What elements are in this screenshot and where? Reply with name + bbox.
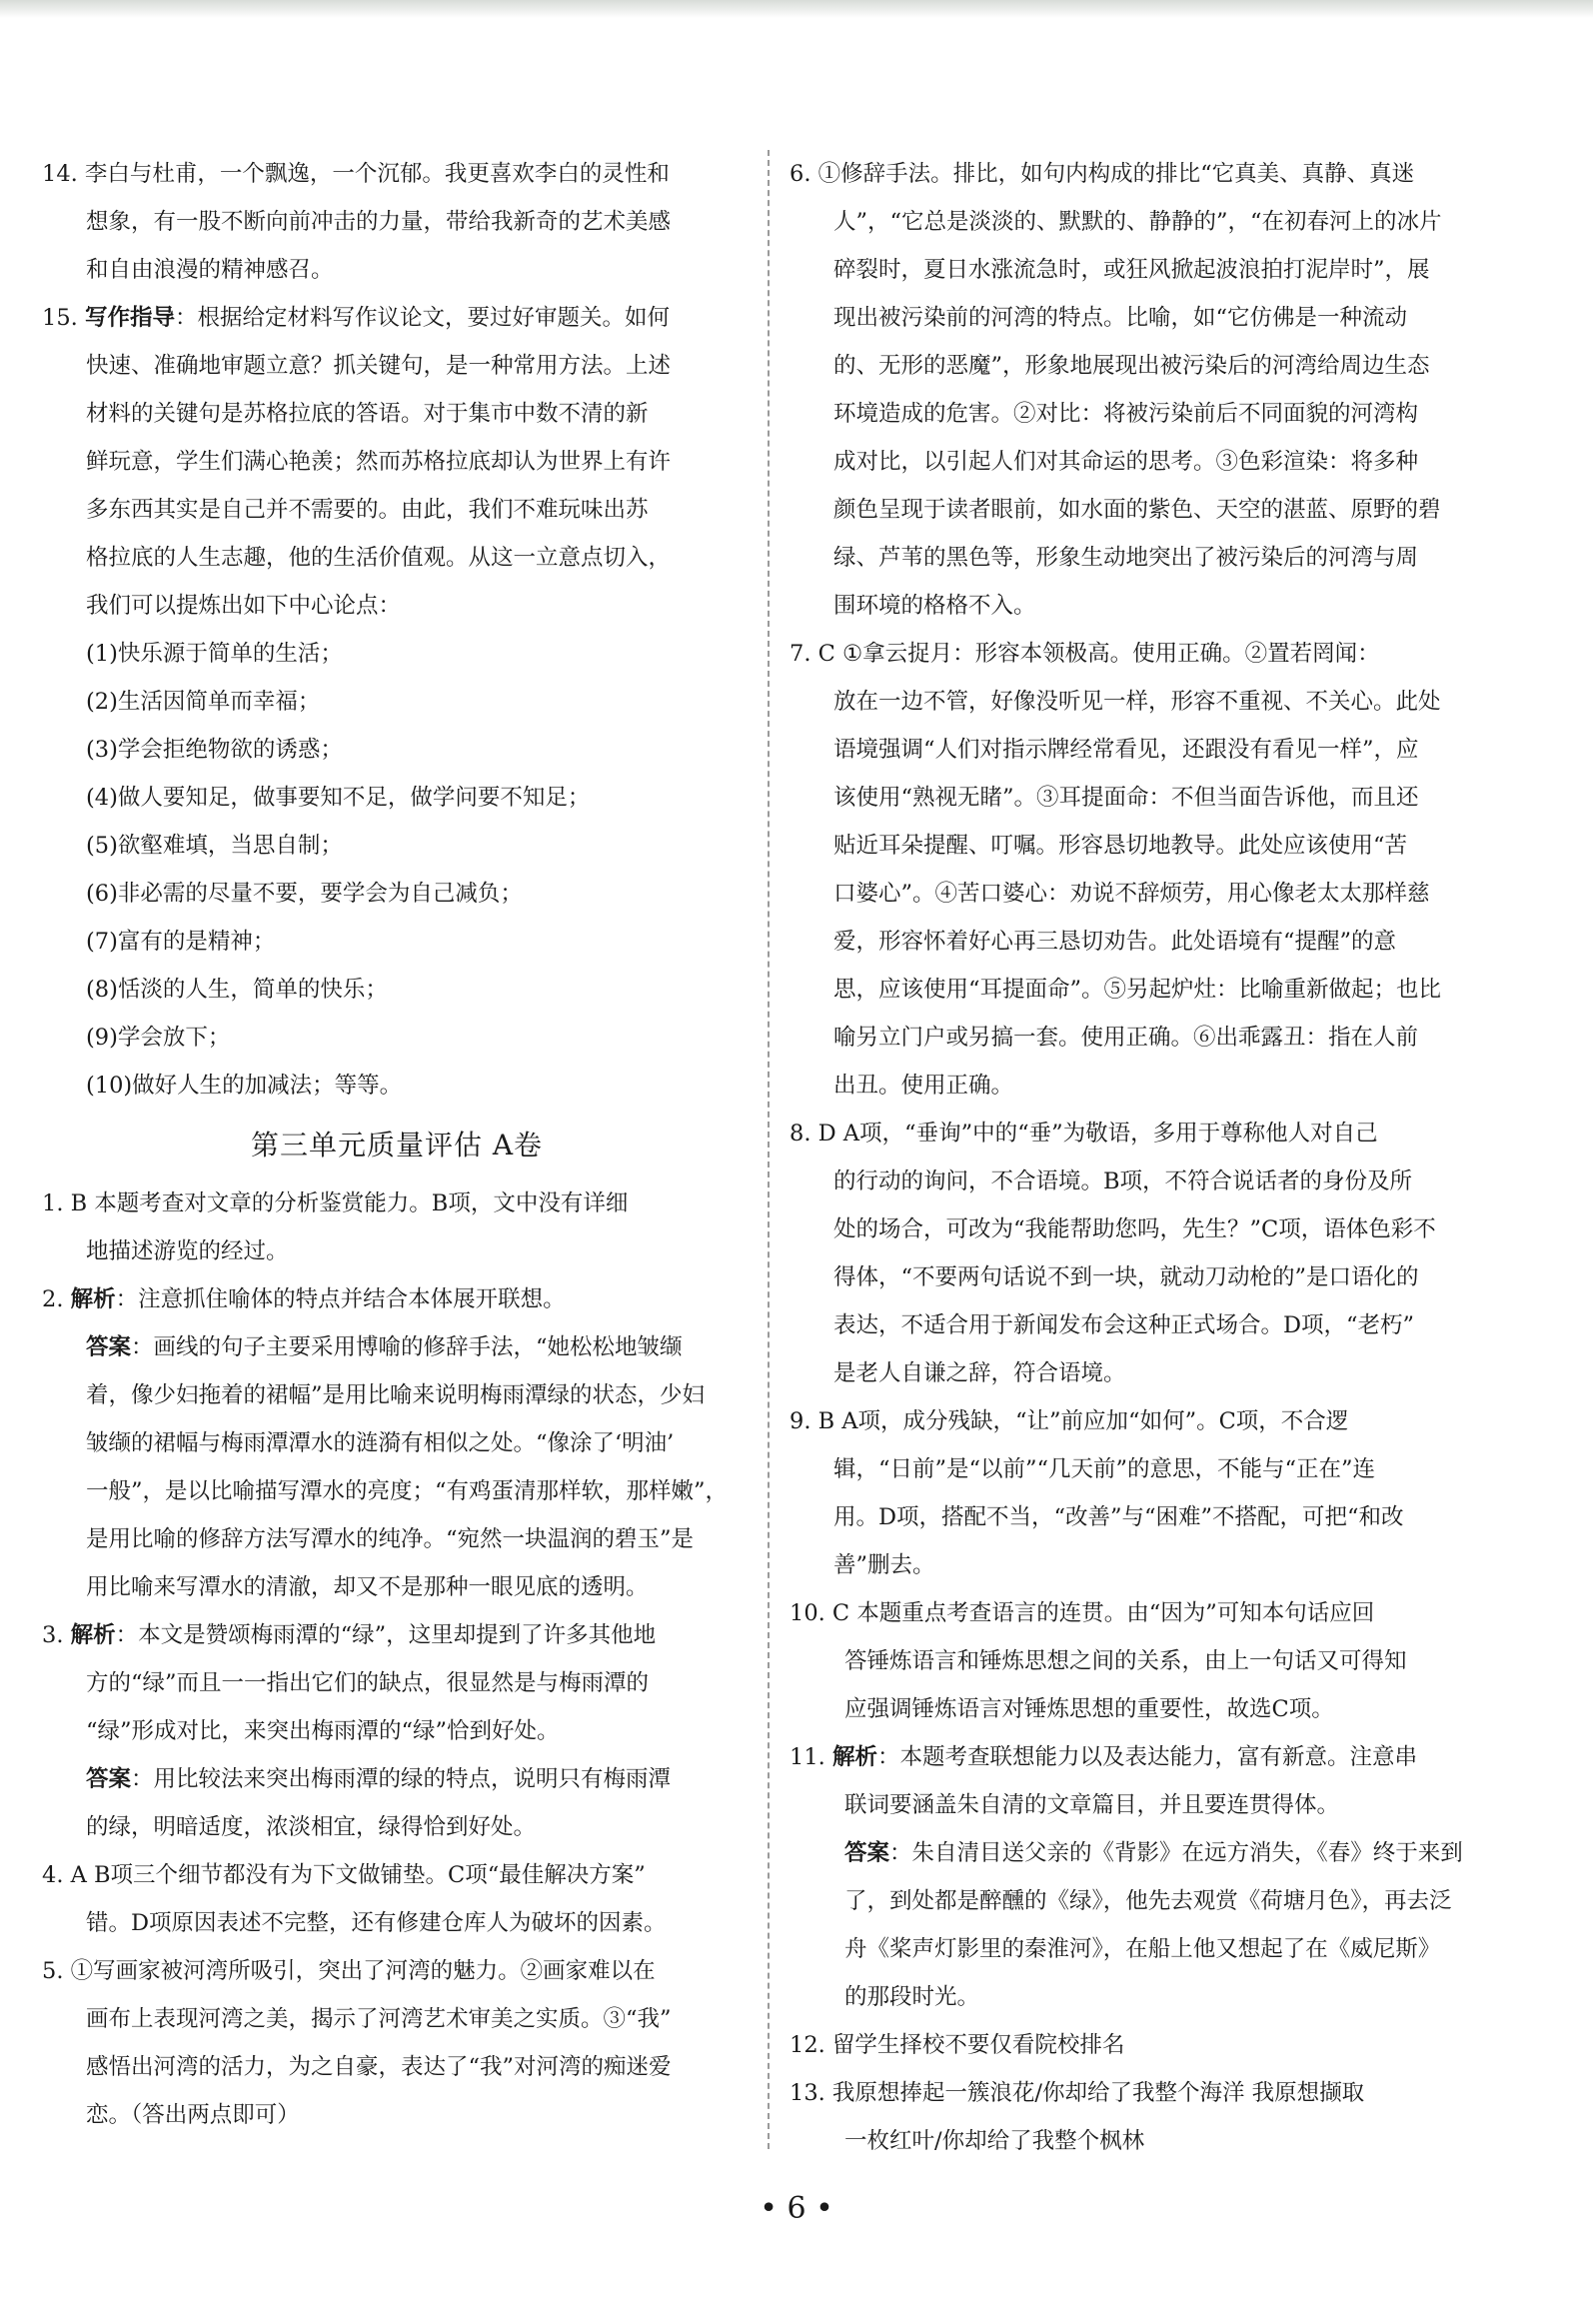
section-heading: 第三单元质量评估 A卷 bbox=[250, 1129, 544, 1162]
text-line: 快速、准确地审题立意？抓关键句，是一种常用方法。上述 bbox=[86, 353, 672, 379]
text-line: 了，到处都是醉醺的《绿》，他先去观赏《荷塘月色》，再去泛 bbox=[844, 1888, 1452, 1914]
text-line: 画布上表现河湾之美，揭示了河湾艺术审美之实质。③“我” bbox=[86, 2006, 672, 2032]
text-line: 5. ①写画家被河湾所吸引，突出了河湾的魅力。②画家难以在 bbox=[42, 1958, 656, 1984]
text-line: 处的场合，可改为“我能帮助您吗，先生？”C项，语体色彩不 bbox=[833, 1216, 1436, 1242]
text-line: 1. B 本题考查对文章的分析鉴赏能力。B项，文中没有详细 bbox=[42, 1190, 629, 1216]
text-line: 应强调锤炼语言对锤炼思想的重要性，故选C项。 bbox=[844, 1696, 1334, 1722]
text-line: 放在一边不管，好像没听见一样，形容不重视、不关心。此处 bbox=[833, 689, 1441, 715]
text-line: 3. 解析：本文是赞颂梅雨潭的“绿”，这里却提到了许多其他地 bbox=[42, 1622, 657, 1648]
answer-14 bbox=[42, 150, 752, 294]
text-line: 我们可以提炼出如下中心论点： bbox=[86, 593, 402, 619]
text-line: 4. A B项三个细节都没有为下文做铺垫。C项“最佳解决方案” bbox=[42, 1862, 646, 1888]
label-answer: 答案 bbox=[844, 1840, 890, 1866]
text-line: 15. 写作指导：根据给定材料写作议论文，要过好审题关。如何 bbox=[42, 305, 670, 331]
text-line: 皱缬的裙幅与梅雨潭潭水的涟漪有相似之处。“像涂了‘明油’ bbox=[86, 1430, 675, 1456]
text-line: 感悟出河湾的活力，为之自豪，表达了“我”对河湾的痴迷爱 bbox=[86, 2054, 672, 2080]
answer-11 bbox=[790, 1733, 1469, 2021]
text-line: 围环境的格格不入。 bbox=[833, 593, 1036, 619]
text-line: 一般”，是以比喻描写潭水的亮度；“有鸡蛋清那样软，那样嫩”， bbox=[86, 1478, 729, 1504]
label-analysis: 解析 bbox=[831, 1744, 877, 1770]
label-answer: 答案 bbox=[86, 1334, 132, 1360]
text-line: 表达，不适合用于新闻发布会这种正式场合。D项，“老朽” bbox=[833, 1312, 1415, 1338]
text-line: 格拉底的人生志趣，他的生活价值观。从这一立意点切入， bbox=[86, 545, 672, 571]
left-column bbox=[42, 150, 752, 2139]
answer-13 bbox=[790, 2069, 1469, 2165]
answer-2 bbox=[42, 1275, 752, 1611]
answer-9 bbox=[790, 1397, 1469, 1589]
text-line: 12. 留学生择校不要仅看院校排名 bbox=[790, 2032, 1125, 2058]
text-line: 8. D A项，“垂询”中的“垂”为敬语，多用于尊称他人对自己 bbox=[790, 1121, 1378, 1147]
text-line: 和自由浪漫的精神感召。 bbox=[86, 257, 334, 283]
answer-15 bbox=[42, 294, 752, 1110]
text-line: 着，像少妇拖着的裙幅”是用比喻来说明梅雨潭绿的状态，少妇 bbox=[86, 1382, 706, 1408]
text-line: 该使用“熟视无睹”。③耳提面命：不但当面告诉他，而且还 bbox=[833, 785, 1419, 811]
list-item: (2)生活因简单而幸福； bbox=[86, 689, 321, 715]
text-line: 思，应该使用“耳提面命”。⑤另起炉灶：比喻重新做起；也比 bbox=[833, 977, 1442, 1003]
text-line: 材料的关键句是苏格拉底的答语。对于集市中数不清的新 bbox=[86, 401, 649, 427]
text-line: 13. 我原想捧起一簇浪花/你却给了我整个海洋 我原想撷取 bbox=[790, 2080, 1365, 2106]
text-line: 喻另立门户或另搞一套。使用正确。⑥出乖露丑：指在人前 bbox=[833, 1025, 1419, 1051]
list-item: (1)快乐源于简单的生活； bbox=[86, 641, 343, 667]
answer-10 bbox=[790, 1589, 1469, 1733]
label-analysis: 解析 bbox=[70, 1286, 116, 1312]
label-writing-guide: 写作指导 bbox=[84, 305, 175, 331]
text-line: 想象，有一股不断向前冲击的力量，带给我新奇的艺术美感 bbox=[86, 209, 672, 235]
text-line: 善”删去。 bbox=[833, 1552, 935, 1578]
text-line: 用比喻来写潭水的清澈，却又不是那种一眼见底的透明。 bbox=[86, 1574, 649, 1600]
list-item: (10)做好人生的加减法；等等。 bbox=[86, 1073, 403, 1099]
text-line: 是老人自谦之辞，符合语境。 bbox=[833, 1360, 1126, 1386]
text-line: 答锤炼语言和锤炼思想之间的关系，由上一句话又可得知 bbox=[844, 1648, 1407, 1674]
text-line: 的行动的询问，不合语境。B项，不符合说话者的身份及所 bbox=[833, 1168, 1413, 1194]
text-line: 环境造成的危害。②对比：将被污染前后不同面貌的河湾构 bbox=[833, 401, 1419, 427]
text-line: 是用比喻的修辞方法写潭水的纯净。“宛然一块温润的碧玉”是 bbox=[86, 1526, 695, 1552]
answer-1 bbox=[42, 1179, 752, 1275]
text-line: 人”，“它总是淡淡的、默默的、静静的”，“在初春河上的冰片 bbox=[833, 209, 1442, 235]
text-line: 恋。（答出两点即可） bbox=[86, 2102, 300, 2128]
answer-6 bbox=[790, 150, 1469, 630]
column-divider bbox=[768, 150, 770, 2149]
text-line: 现出被污染前的河湾的特点。比喻，如“它仿佛是一种流动 bbox=[833, 305, 1408, 331]
text-line: 14. 李白与杜甫，一个飘逸，一个沉郁。我更喜欢李白的灵性和 bbox=[42, 161, 670, 187]
answer-4 bbox=[42, 1851, 752, 1947]
right-column bbox=[790, 150, 1469, 2165]
label-answer: 答案 bbox=[86, 1766, 132, 1792]
text-line: 辑，“日前”是“以前”“几天前”的意思，不能与“正在”连 bbox=[833, 1456, 1376, 1482]
text-line: 出丑。使用正确。 bbox=[833, 1073, 1014, 1099]
text-line: 11. 解析：本题考查联想能力以及表达能力，富有新意。注意串 bbox=[790, 1744, 1417, 1770]
list-item: (4)做人要知足，做事要知不足，做学问要不知足； bbox=[86, 785, 591, 811]
answer-7 bbox=[790, 630, 1469, 1110]
text-line: 颜色呈现于读者眼前，如水面的紫色、天空的湛蓝、原野的碧 bbox=[833, 497, 1441, 523]
answer-8 bbox=[790, 1110, 1469, 1397]
list-item: (7)富有的是精神； bbox=[86, 929, 276, 955]
text-line: 的那段时光。 bbox=[844, 1984, 980, 2010]
text-line: 地描述游览的经过。 bbox=[86, 1238, 289, 1264]
text-line: 的绿，明暗适度，浓淡相宜，绿得恰到好处。 bbox=[86, 1814, 537, 1840]
text-line: “绿”形成对比，来突出梅雨潭的“绿”恰到好处。 bbox=[86, 1718, 560, 1744]
text-line: 成对比，以引起人们对其命运的思考。③色彩渲染：将多种 bbox=[833, 449, 1419, 475]
text-line: 答案：画线的句子主要采用博喻的修辞手法，“她松松地皱缬 bbox=[86, 1334, 683, 1360]
text-line: 多东西其实是自己并不需要的。由此，我们不难玩味出苏 bbox=[86, 497, 649, 523]
text-line: 得体，“不要两句话说不到一块，就动刀动枪的”是口语化的 bbox=[833, 1264, 1419, 1290]
answer-12 bbox=[790, 2021, 1469, 2069]
answer-3 bbox=[42, 1611, 752, 1851]
text-line: 方的“绿”而且一一指出它们的缺点，很显然是与梅雨潭的 bbox=[86, 1670, 650, 1696]
text-line: 鲜玩意，学生们满心艳羡；然而苏格拉底却认为世界上有许 bbox=[86, 449, 672, 475]
text-line: 7. C ①拿云捉月：形容本领极高。使用正确。②置若罔闻： bbox=[790, 641, 1380, 667]
text-line: 9. B A项，成分残缺，“让”前应加“如何”。C项，不合逻 bbox=[790, 1408, 1349, 1434]
text-line: 用。D项，搭配不当，“改善”与“困难”不搭配，可把“和改 bbox=[833, 1504, 1404, 1530]
list-item: (8)恬淡的人生，简单的快乐； bbox=[86, 977, 388, 1003]
text-line: 2. 解析：注意抓住喻体的特点并结合本体展开联想。 bbox=[42, 1286, 566, 1312]
list-item: (5)欲壑难填，当思自制； bbox=[86, 833, 343, 859]
text-line: 绿、芦苇的黑色等，形象生动地突出了被污染后的河湾与周 bbox=[833, 545, 1419, 571]
page-number: • 6 • bbox=[760, 2191, 833, 2226]
text-line: 贴近耳朵提醒、叮嘱。形容恳切地教导。此处应该使用“苦 bbox=[833, 833, 1408, 859]
text-line: 联词要涵盖朱自清的文章篇目，并且要连贯得体。 bbox=[844, 1792, 1340, 1818]
text-line: 6. ①修辞手法。排比，如句内构成的排比“它真美、真静、真迷 bbox=[790, 161, 1415, 187]
text-line: 错。D项原因表述不完整，还有修建仓库人为破坏的因素。 bbox=[86, 1910, 667, 1936]
list-item: (3)学会拒绝物欲的诱惑； bbox=[86, 737, 343, 763]
label-analysis: 解析 bbox=[70, 1622, 116, 1648]
list-item: (9)学会放下； bbox=[86, 1025, 231, 1051]
answer-5 bbox=[42, 1947, 752, 2139]
text-line: 语境强调“人们对指示牌经常看见，还跟没有看见一样”，应 bbox=[833, 737, 1419, 763]
text-line: 答案：用比较法来突出梅雨潭的绿的特点，说明只有梅雨潭 bbox=[86, 1766, 672, 1792]
text-line: 一枚红叶/你却给了我整个枫林 bbox=[844, 2128, 1145, 2154]
text-line: 爱，形容怀着好心再三恳切劝告。此处语境有“提醒”的意 bbox=[833, 929, 1397, 955]
text-line: 10. C 本题重点考查语言的连贯。由“因为”可知本句话应回 bbox=[790, 1600, 1375, 1626]
scan-edge bbox=[0, 0, 1593, 18]
list-item: (6)非必需的尽量不要，要学会为自己减负； bbox=[86, 881, 523, 907]
text-line: 的、无形的恶魔”，形象地展现出被污染后的河湾给周边生态 bbox=[833, 353, 1430, 379]
text-line: 口婆心”。④苦口婆心：劝说不辞烦劳，用心像老太太那样慈 bbox=[833, 881, 1430, 907]
text-line: 碎裂时，夏日水涨流急时，或狂风掀起波浪拍打泥岸时”，展 bbox=[833, 257, 1430, 283]
text-line: 舟《桨声灯影里的秦淮河》，在船上他又想起了在《威尼斯》 bbox=[844, 1936, 1441, 1962]
text-line: 答案：朱自清目送父亲的《背影》在远方消失，《春》终于来到 bbox=[844, 1840, 1463, 1866]
